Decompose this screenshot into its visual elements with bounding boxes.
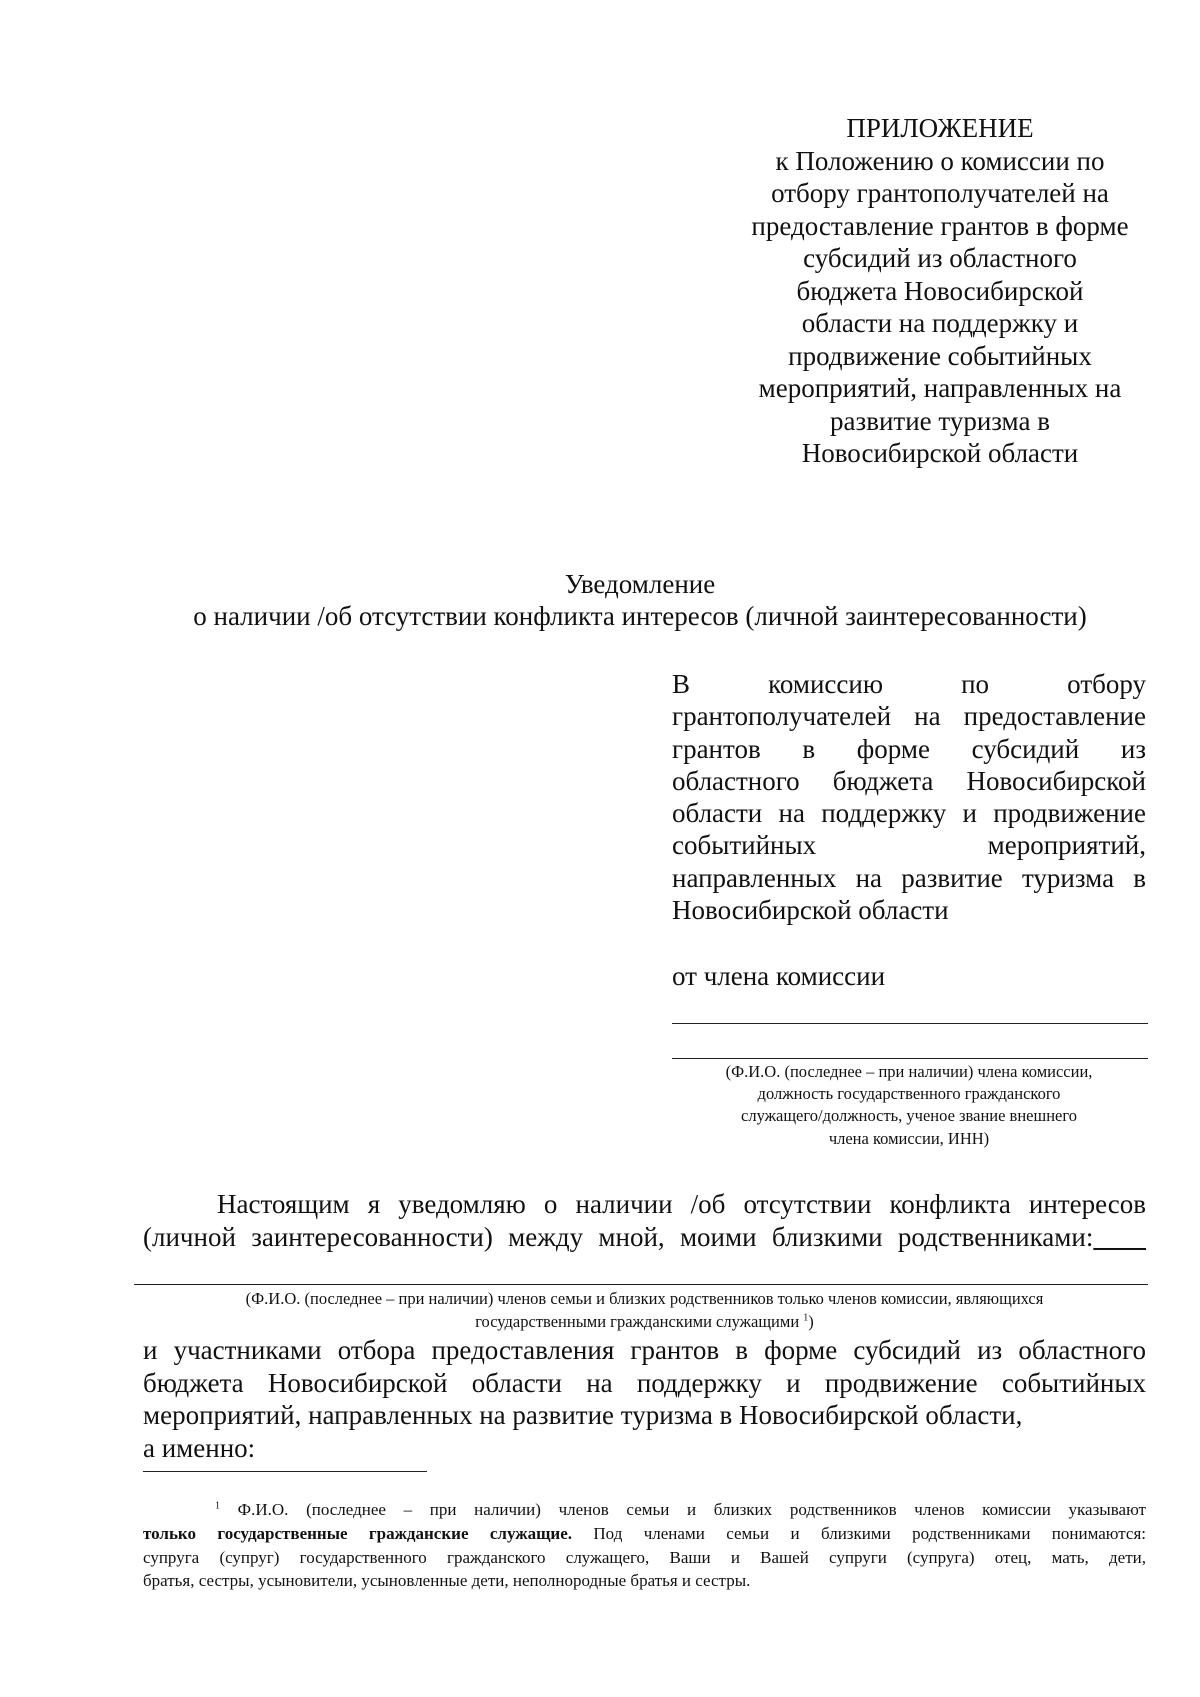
addressee-block bbox=[672, 668, 1146, 926]
addressee-line: В комиссию по отбору bbox=[672, 669, 1146, 699]
appendix-line: области на поддержку и bbox=[801, 308, 1079, 338]
appendix-line: продвижение событийных bbox=[788, 340, 1092, 371]
appendix-line: субсидий из областного bbox=[803, 243, 1077, 273]
participants-line: мероприятий, направленных на развитие туризма в Новосибирской области, bbox=[143, 1400, 1023, 1430]
relatives-blank-line bbox=[134, 1284, 1148, 1285]
appendix-line: к Положению о комиссии по bbox=[775, 145, 1105, 176]
footnote-text: Под членами семьи и близкими родственниками понимаются: bbox=[572, 1523, 1146, 1543]
relatives-caption bbox=[143, 1288, 1146, 1333]
footnote-line-3: супруга (супруг) государственного гражданского служащего, Ваши и Вашей супруги (супруга) отец, мать, дети, bbox=[143, 1547, 1146, 1567]
footnote-ref: 1 bbox=[803, 1312, 809, 1323]
footnote-text: Ф.И.О. (последнее – при наличии) членов семьи и близких родственников членов комиссии указывают bbox=[220, 1500, 1146, 1519]
member-caption bbox=[672, 1061, 1146, 1150]
footnote-line-2 bbox=[143, 1522, 1146, 1546]
appendix-line: отбору грантополучателей на bbox=[771, 178, 1109, 208]
notice-subtitle: о наличии /об отсутствии конфликта интересов (личной заинтересованности) bbox=[193, 601, 1087, 631]
member-caption-line: служащего/должность, ученое звание внешнего bbox=[741, 1106, 1077, 1126]
appendix-line: мероприятий, направленных на bbox=[758, 373, 1122, 403]
footnote-marker: 1 bbox=[215, 1500, 220, 1512]
participants-paragraph bbox=[143, 1334, 1146, 1464]
footnote-bold-text: только государственные гражданские служащие. bbox=[143, 1523, 573, 1543]
addressee-line: направленных на развитие туризма в bbox=[672, 862, 1146, 893]
relatives-blank bbox=[1093, 1222, 1146, 1252]
addressee-line: области на поддержку и продвижение bbox=[672, 798, 1146, 829]
footnote-separator bbox=[143, 1471, 427, 1472]
from-member-label: от члена комиссии bbox=[672, 961, 886, 991]
appendix-header bbox=[740, 112, 1140, 470]
relatives-caption-line-2 bbox=[143, 1311, 1146, 1334]
appendix-line: бюджета Новосибирской bbox=[796, 275, 1084, 306]
participants-line: бюджета Новосибирской области на поддержку и продвижение событийных bbox=[143, 1367, 1146, 1398]
participants-last-line: а именно: bbox=[143, 1432, 256, 1463]
appendix-line: предоставление грантов в форме bbox=[751, 210, 1129, 241]
footnote-line-1 bbox=[143, 1498, 1146, 1522]
member-caption-line: должность государственного гражданского bbox=[757, 1084, 1061, 1104]
addressee-line: грантов в форме субсидий из bbox=[672, 733, 1146, 764]
appendix-title: ПРИЛОЖЕНИЕ bbox=[846, 113, 1034, 143]
participants-line: и участниками отбора предоставления грантов в форме субсидий из областного bbox=[143, 1335, 1146, 1365]
addressee-line: событийных мероприятий, bbox=[672, 830, 1146, 861]
notice-heading bbox=[140, 568, 1140, 632]
relatives-caption-line: (Ф.И.О. (последнее – при наличии) членов семьи и близких родственников только членов комиссии, являющихся bbox=[245, 1289, 1044, 1308]
member-name-blank-line bbox=[672, 1023, 1148, 1024]
body-line: Настоящим я уведомляю о наличии /об отсутствии конфликта интересов bbox=[217, 1189, 1146, 1219]
body-line-2 bbox=[143, 1221, 1146, 1254]
relatives-caption-close: ) bbox=[808, 1311, 814, 1331]
footnote bbox=[143, 1498, 1146, 1593]
body-line-text: (личной заинтересованности) между мной, моими близкими родственниками: bbox=[143, 1221, 1094, 1252]
addressee-line: Новосибирской области bbox=[672, 895, 949, 926]
addressee-line: областного бюджета Новосибирской bbox=[672, 765, 1146, 796]
notice-title: Уведомление bbox=[564, 569, 716, 599]
notice-body bbox=[143, 1188, 1146, 1253]
addressee-line: грантополучателей на предоставление bbox=[672, 701, 1146, 732]
member-name-blank-line-2 bbox=[672, 1058, 1148, 1059]
appendix-line: Новосибирской области bbox=[801, 438, 1079, 468]
footnote-line-4: братья, сестры, усыновители, усыновленные дети, неполнородные братья и сестры. bbox=[143, 1571, 751, 1591]
appendix-line: развитие туризма в bbox=[830, 405, 1050, 436]
member-caption-line: (Ф.И.О. (последнее – при наличии) члена комиссии, bbox=[725, 1062, 1093, 1081]
relatives-caption-text: государственными гражданскими служащими bbox=[475, 1311, 804, 1331]
member-caption-line: члена комиссии, ИНН) bbox=[828, 1128, 990, 1148]
